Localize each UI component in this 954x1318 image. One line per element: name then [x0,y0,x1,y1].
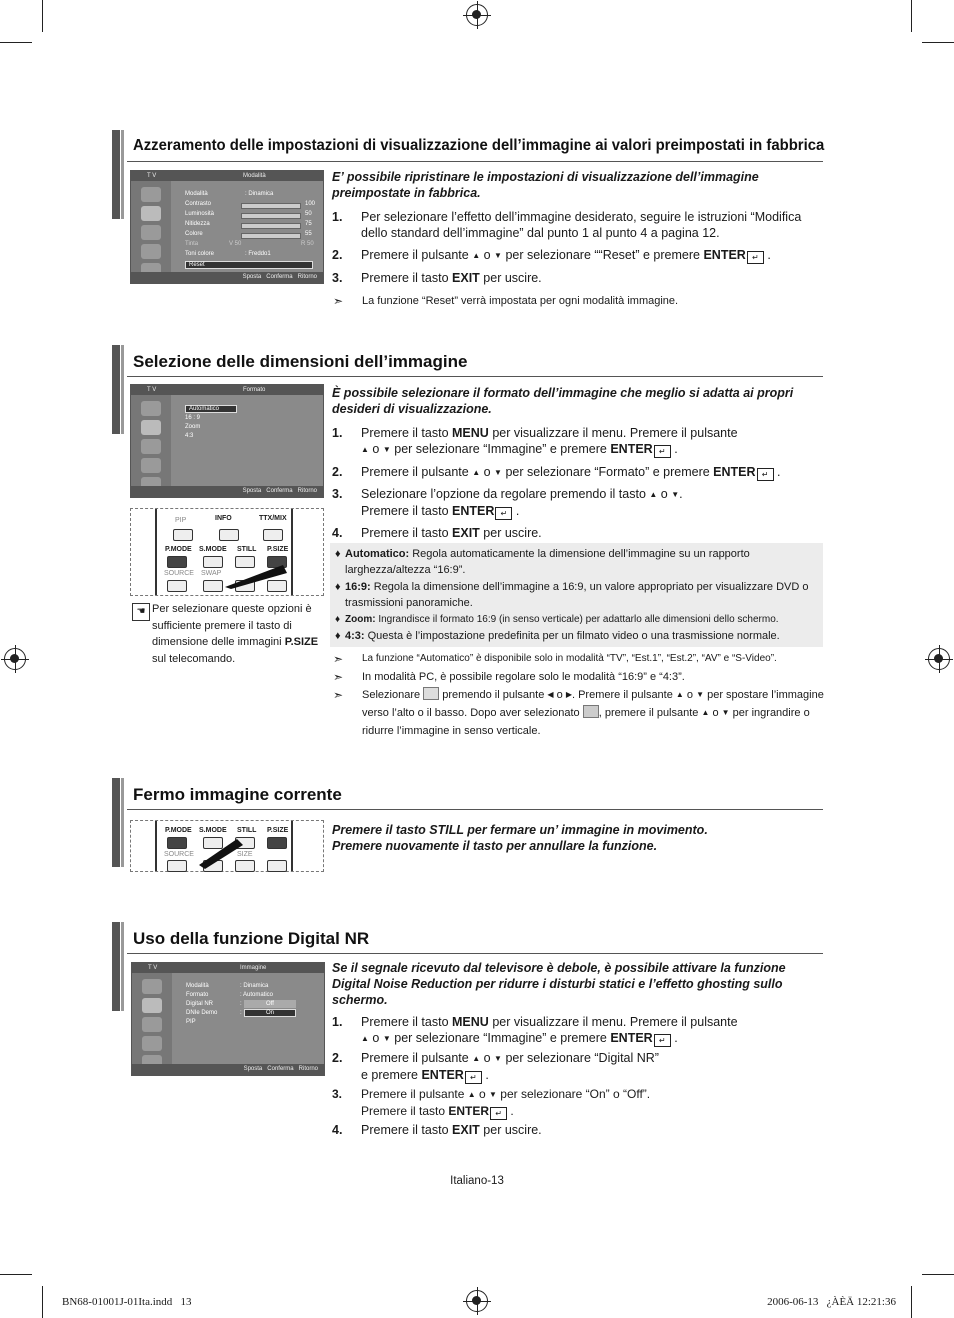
osd-row: Nitidezza 75 [185,221,312,227]
osd-row: DNIe Demo : [186,1010,242,1016]
bullet-item: ♦ 16:9: Regola la dimensione dell’immagine a 16:9, un valore appropriato per visualizzare DVD o trasmissioni panoramiche. [335,581,809,609]
down-arrow-icon: ▼ [494,468,502,477]
osd-row: Colore 55 [185,231,312,237]
enter-icon: ↵ [490,1107,507,1120]
sound-icon [142,1017,162,1032]
section-title-dnr: Uso della funzione Digital NR [133,929,370,948]
up-arrow-icon: ▲ [675,690,684,699]
section-rule [127,809,823,810]
crop-mark [911,1286,912,1318]
down-arrow-icon: ▼ [696,690,705,699]
up-arrow-icon: ▲ [649,490,658,499]
osd-row: Toni colore : Freddo1 [185,251,271,257]
down-arrow-icon: ▼ [382,445,391,454]
note: ➣ La funzione “Automatico” è disponibile solo in modalità “TV”, “Est.1”, “Est.2”, “AV” e “S-Video”. [333,652,777,666]
section-marker [121,922,124,1011]
intro-reset: E’ possibile ripristinare le impostazioni di visualizzazione dell’immagine preimpostate in fabbrica. [332,170,759,200]
osd-row: Zoom [185,424,201,430]
crop-mark [922,42,954,43]
osd-row: Automatico [185,405,237,413]
step: 1. Premere il tasto MENU per visualizzare il menu. Premere il pulsante ▲ o ▼ per selezionare “Immagine” e premere ENTER ↵ . [332,1015,738,1045]
picture-icon [142,998,162,1013]
picture-icon [141,206,161,221]
osd-row: 16 : 9 [185,415,201,421]
section-marker [121,345,124,434]
osd-row: 4:3 [185,433,194,439]
up-arrow-icon: ▲ [472,1054,481,1063]
section-marker [112,778,120,867]
tip-psize: Per selezionare queste opzioni è sufficiente premere il tasto di dimensione delle immagini P.SIZE sul telecomando. [152,603,319,665]
diamond-bullet-icon: ♦ [335,548,341,560]
position-icon [423,687,439,700]
step: 3. Premere il tasto EXIT per uscire. [332,271,542,285]
osd-row: Reset [185,261,313,269]
crop-mark [0,42,32,43]
pointer-arrow-icon [193,835,245,869]
input-icon [142,979,162,994]
note: ➣ Selezionare premendo il pulsante ◀ o ▶. Premere il pulsante ▲ o ▼ per spostare l’immagine verso l’alto o il basso. Dopo aver selezionato , premere il pulsante ▲ o ▼ per ingrandire o ridurre l’immagine in senso verticale. [333,688,824,737]
note-arrow-icon: ➣ [333,670,344,684]
input-icon [141,401,161,416]
up-arrow-icon: ▲ [472,468,481,477]
crop-mark [911,0,912,32]
crop-mark [922,1274,954,1275]
registration-mark-icon [466,1290,488,1312]
enter-icon: ↵ [654,1034,671,1047]
up-arrow-icon: ▲ [467,1090,476,1099]
channel-icon [141,244,161,259]
osd-row: Modalità : Dinamica [186,983,269,989]
note-arrow-icon: ➣ [333,294,344,308]
diamond-bullet-icon: ♦ [335,581,341,593]
section-title-still: Fermo immagine corrente [133,785,342,804]
section-marker [121,778,124,867]
left-arrow-icon: ◀ [547,690,554,699]
hand-icon: ☚ [132,603,150,621]
section-rule [127,376,823,377]
down-arrow-icon: ▼ [494,251,502,260]
osd-row: Digital NR : [186,1001,242,1007]
step: 1. Per selezionare l’effetto dell’immagine desiderato, seguire le istruzioni “Modifica dello standard dell’immagine” dal punto 1 al punto 4 a pagina 12. [332,210,802,240]
osd-row: Formato : Automatico [186,992,274,998]
crop-mark [0,1274,32,1275]
section-rule [127,953,823,954]
up-arrow-icon: ▲ [361,445,369,454]
size-icon [583,705,599,718]
up-arrow-icon: ▲ [701,708,710,717]
sound-icon [141,225,161,240]
step: 2. Premere il pulsante ▲ o ▼ per selezionare ““Reset” e premere ENTER ↵ . [332,248,771,262]
osd-picture-menu: T V Immagine Modalità : Dinamica Formato : Automatico Digital NR : DNIe Demo : PIP Off On Sposta Conferma Ritorno [131,962,325,1076]
osd-row: PIP [186,1019,196,1025]
right-arrow-icon: ▶ [565,690,572,699]
section-title-reset: Azzeramento delle impostazioni di visualizzazione dell’immagine ai valori preimpostati in fabbrica [133,137,825,154]
sound-icon [141,439,161,454]
section-title-size: Selezione delle dimensioni dell’immagine [133,352,468,371]
step: 3. Selezionare l’opzione da regolare premendo il tasto ▲ o ▼. Premere il tasto ENTER ↵ . [332,487,683,518]
file-name: BN68-01001J-01Ita.indd 13 [62,1296,192,1308]
remote-control-illustration: PIP INFO TTX/MIX P.MODE S.MODE STILL P.SIZE SOURCE SWAP [130,508,324,596]
osd-reset-menu: T V Modalità Modalità : Dinamica Contrasto 100 Luminosità 50 Nitidezza 75 Colore 55 Tinta V 50 R 50 Toni colore : Freddo1 Reset Sposta Conferma Ritorno [130,170,324,284]
down-arrow-icon: ▼ [494,1054,502,1063]
option-on: On [244,1009,296,1017]
note-arrow-icon: ➣ [333,688,344,702]
still-text-1: Premere il tasto STILL per fermare un’ immagine in movimento. [332,823,708,837]
step: 4. Premere il tasto EXIT per uscire. [332,526,542,540]
step: 3. Premere il pulsante ▲ o ▼ per selezionare “On” o “Off”. Premere il tasto ENTER ↵ . [332,1087,651,1118]
up-arrow-icon: ▲ [472,251,481,260]
enter-icon: ↵ [747,251,764,264]
registration-mark-icon [466,4,488,26]
section-marker [112,922,120,1011]
picture-icon [141,420,161,435]
section-marker [112,130,120,219]
down-arrow-icon: ▼ [721,708,730,717]
enter-icon: ↵ [495,507,512,520]
option-off: Off [244,1000,296,1008]
osd-row: Tinta V 50 R 50 [185,241,314,247]
print-date: 2006-06-13 ¿ÀÈÄ 12:21:36 [767,1296,896,1308]
osd-row: Modalità : Dinamica [185,191,274,197]
enter-icon: ↵ [465,1071,482,1084]
registration-mark-icon [4,648,26,670]
registration-mark-icon [928,648,950,670]
bullet-item: ♦ 4:3: Questa è l’impostazione predefinita per un filmato video o una trasmissione normale. [335,630,780,642]
channel-icon [141,458,161,473]
note-arrow-icon: ➣ [333,652,344,666]
intro-dnr: Se il segnale ricevuto dal televisore è debole, è possibile attivare la funzione Digital Noise Reduction per ridurre i disturbi statici e l’effetto ghosting sullo schermo. [332,961,786,1007]
bullet-item: ♦ Automatico: Regola automaticamente la dimensione dell’immagine su un rapporto larghezza/altezza “16:9”. [335,548,750,576]
down-arrow-icon: ▼ [671,490,680,499]
osd-format-menu: T V Formato Automatico 16 : 9 Zoom 4:3 Sposta Conferma Ritorno [130,384,324,498]
step: 2. Premere il pulsante ▲ o ▼ per selezionare “Formato” e premere ENTER ↵ . [332,465,781,479]
osd-row: Contrasto 100 [185,201,316,207]
up-arrow-icon: ▲ [361,1034,369,1043]
channel-icon [142,1036,162,1051]
enter-icon: ↵ [654,445,671,458]
page-number: Italiano-13 [450,1175,504,1187]
note: ➣ La funzione “Reset” verrà impostata per ogni modalità immagine. [333,294,679,308]
pointer-arrow-icon [221,561,291,589]
still-text-2: Premere nuovamente il tasto per annullare la funzione. [332,839,658,853]
bullet-item: ♦ Zoom: Ingrandisce il formato 16:9 (in senso verticale) per adattarlo alle dimensioni dello schermo. [335,614,779,625]
intro-size: È possibile selezionare il formato dell’immagine che meglio si adatta ai propri desideri di visualizzazione. [332,386,794,416]
input-icon [141,187,161,202]
note: ➣ In modalità PC, è possibile regolare solo le modalità “16:9” e “4:3”. [333,670,685,684]
section-rule [127,161,823,162]
crop-mark [42,0,43,32]
crop-mark [42,1286,43,1318]
section-marker [121,130,124,219]
section-marker [112,345,120,434]
diamond-bullet-icon: ♦ [335,630,341,642]
step: 2. Premere il pulsante ▲ o ▼ per selezionare “Digital NR” e premere ENTER ↵ . [332,1051,659,1082]
diamond-bullet-icon: ♦ [335,614,341,625]
down-arrow-icon: ▼ [382,1034,391,1043]
step: 4. Premere il tasto EXIT per uscire. [332,1123,542,1137]
step: 1. Premere il tasto MENU per visualizzare il menu. Premere il pulsante ▲ o ▼ per selezionare “Immagine” e premere ENTER ↵ . [332,426,738,456]
osd-row: Luminosità 50 [185,211,312,217]
down-arrow-icon: ▼ [489,1090,497,1099]
enter-icon: ↵ [757,468,774,481]
remote-control-illustration: P.MODE S.MODE STILL P.SIZE SOURCE SIZE [130,820,324,872]
